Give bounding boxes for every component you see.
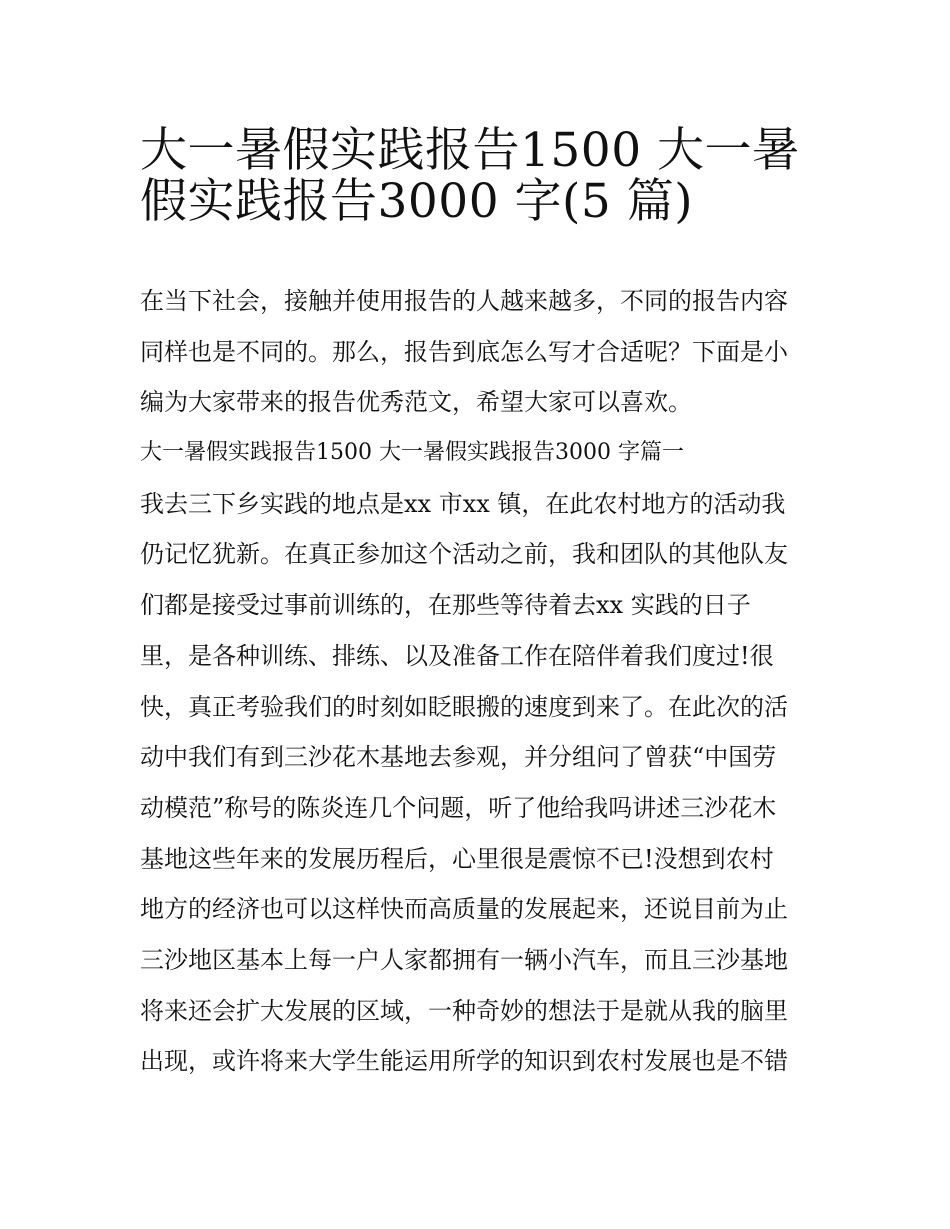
paragraph-line: 里，是各种训练、排练、以及准备工作在陪伴着我们度过!很: [140, 641, 774, 670]
paragraph-line: 动中我们有到三沙花木基地去参观，并分组问了曾获“中国劳: [140, 743, 777, 772]
paragraph-line: 我去三下乡实践的地点是xx 市xx 镇，在此农村地方的活动我: [140, 489, 786, 518]
paragraph-line: 将来还会扩大发展的区域，一种奇妙的想法于是就从我的脑里: [140, 996, 788, 1025]
intro-line: 编为大家带来的报告优秀范文，希望大家可以喜欢。: [140, 388, 692, 417]
paragraph-line: 三沙地区基本上每一户人家都拥有一辆小汽车，而且三沙基地: [140, 945, 788, 974]
paragraph-line: 动模范”称号的陈炎连几个问题，听了他给我吗讲述三沙花木: [140, 793, 777, 822]
paragraph-line: 基地这些年来的发展历程后，心里很是震惊不已!没想到农村: [140, 844, 774, 873]
paragraph-line: 出现，或许将来大学生能运用所学的知识到农村发展也是不错: [140, 1047, 788, 1076]
intro-line: 同样也是不同的。那么，报告到底怎么写才合适呢？下面是小: [140, 337, 788, 366]
title-line: 假实践报告3000 字(5 篇): [140, 173, 694, 229]
title-line: 大一暑假实践报告1500 大一暑: [140, 123, 800, 178]
paragraph-line: 们都是接受过事前训练的，在那些等待着去xx 实践的日子: [140, 591, 751, 620]
section-heading: 大一暑假实践报告1500 大一暑假实践报告3000 字篇一: [140, 440, 684, 466]
paragraph-line: 仍记忆犹新。在真正参加这个活动之前，我和团队的其他队友: [140, 540, 788, 569]
paragraph-line: 快，真正考验我们的时刻如眨眼搬的速度到来了。在此次的活: [140, 692, 788, 721]
paragraph-line: 地方的经济也可以这样快而高质量的发展起来，还说目前为止: [140, 895, 788, 924]
document-body: [140, 276, 820, 1087]
document-title: [140, 112, 820, 229]
intro-line: 在当下社会，接触并使用报告的人越来越多，不同的报告内容: [140, 287, 788, 315]
